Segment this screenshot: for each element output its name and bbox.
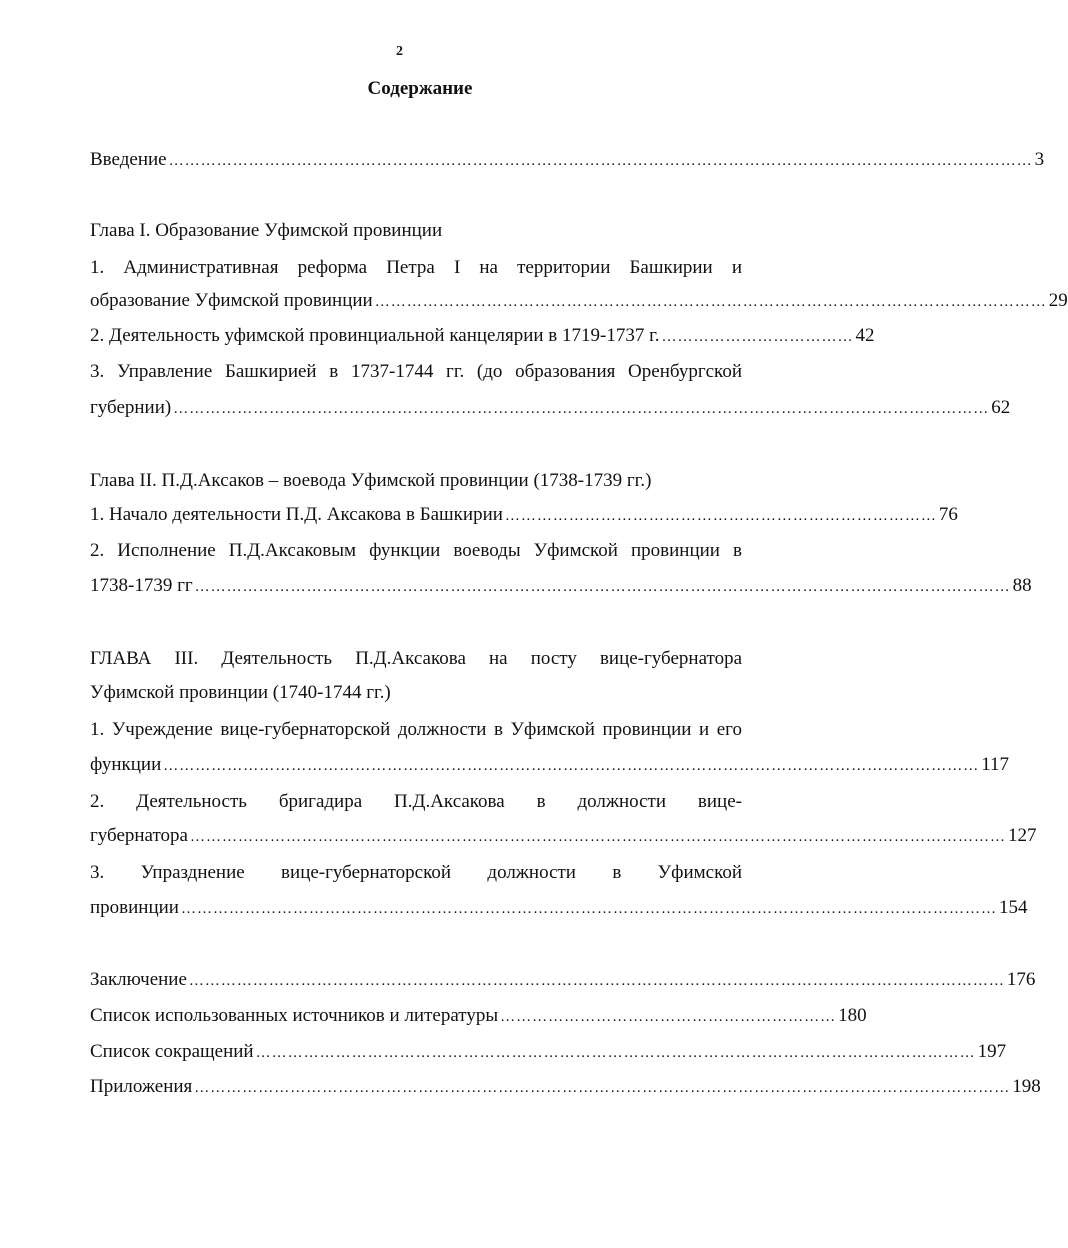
toc-entry-3-1-line1: 1. Учреждение вице-губернаторской должности в Уфимской провинции и его (90, 719, 742, 740)
page-number: 2 (396, 44, 403, 59)
toc-entry-3-1-line2 (90, 751, 1010, 779)
leader-dots: ……………………………………………………………………………………………………………………………………… (163, 758, 980, 774)
toc-label: Список использованных источников и литературы (90, 1005, 499, 1026)
chapter-3-heading-line2: Уфимской провинции (1740-1744 гг.) (90, 682, 391, 703)
toc-entry-3-2-line2 (90, 822, 1037, 850)
toc-entry-3-2-line1: 2. Деятельность бригадира П.Д.Аксакова в должности вице- (90, 791, 742, 812)
toc-label: губернии) (90, 397, 172, 418)
leader-dots: ……………………………………………………………………………………………………………………………………… (190, 829, 1006, 845)
toc-label: образование Уфимской провинции (90, 290, 373, 311)
toc-label: Заключение (90, 969, 187, 990)
toc-page: 42 (855, 325, 875, 346)
toc-entry-2-2-line1: 2. Исполнение П.Д.Аксаковым функции воеводы Уфимской провинции в (90, 540, 742, 561)
toc-entry-1-2 (90, 322, 875, 350)
toc-label: провинции (90, 897, 179, 918)
leader-dots: ……………………………………………………………………… (504, 508, 937, 524)
toc-entry-1-1-line2 (90, 287, 1068, 315)
toc-entry-3-3-line1: 3. Упразднение вице-губернаторской должности в Уфимской (90, 862, 742, 883)
toc-entry-1-1-line1: 1. Административная реформа Петра I на территории Башкирии и (90, 257, 742, 278)
leader-dots: ……………………………………………………………………………………………………………………… (255, 1045, 976, 1061)
toc-entry-conclusion (90, 966, 1036, 994)
toc-label: Введение (90, 149, 167, 170)
toc-page: 127 (1008, 825, 1037, 846)
toc-page: 180 (838, 1005, 867, 1026)
leader-dots: ……………………………………………………………………………………………………………………………………… (194, 579, 1011, 595)
page-title: Содержание (367, 78, 473, 99)
leader-dots: ……………………………………………………………………………………………………………………………………… (188, 973, 1005, 989)
leader-dots: ……………………………………………………… (500, 1009, 837, 1025)
toc-label: 1. Начало деятельности П.Д. Аксакова в Башкирии (90, 504, 503, 525)
leader-dots: ……………………………… (661, 329, 854, 345)
leader-dots: ……………………………………………………………………………………………………………………………………………… (168, 153, 1033, 169)
chapter-1-heading: Глава I. Образование Уфимской провинции (90, 220, 443, 241)
toc-entry-2-1 (90, 501, 958, 529)
toc-label: Приложения (90, 1076, 193, 1097)
chapter-3-heading-line1: ГЛАВА III. Деятельность П.Д.Аксакова на посту вице-губернатора (90, 648, 742, 669)
toc-page: 88 (1012, 575, 1032, 596)
toc-label: Список сокращений (90, 1041, 254, 1062)
toc-entry-1-3-line1: 3. Управление Башкирией в 1737-1744 гг. (до образования Оренбургской (90, 361, 742, 382)
toc-label: 1738-1739 гг (90, 575, 193, 596)
leader-dots: ……………………………………………………………………………………………………………………………………… (173, 401, 990, 417)
toc-entry-sources (90, 1002, 867, 1030)
toc-page: 197 (977, 1041, 1007, 1062)
toc-page: 3 (1034, 149, 1045, 170)
toc-page: 29 (1048, 290, 1068, 311)
toc-page: 176 (1006, 969, 1036, 990)
toc-entry-abbreviations (90, 1038, 1007, 1066)
toc-label: функции (90, 754, 162, 775)
toc-entry-2-2-line2 (90, 572, 1032, 600)
toc-entry-1-3-line2 (90, 394, 1011, 422)
toc-page: 76 (938, 504, 958, 525)
leader-dots: ……………………………………………………………………………………………………………………………………… (194, 1080, 1011, 1096)
toc-page: 198 (1012, 1076, 1041, 1097)
chapter-2-heading: Глава II. П.Д.Аксаков – воевода Уфимской провинции (1738-1739 гг.) (90, 470, 652, 491)
toc-label: 2. Деятельность уфимской провинциальной канцелярии в 1719-1737 г. (90, 325, 660, 346)
leader-dots: ……………………………………………………………………………………………………………………………………… (180, 901, 997, 917)
toc-entry-appendix (90, 1073, 1041, 1101)
toc-page: 62 (991, 397, 1011, 418)
toc-page: 154 (998, 897, 1028, 918)
toc-entry-intro (90, 146, 1045, 174)
toc-page: 117 (981, 754, 1010, 775)
toc-label: губернатора (90, 825, 188, 846)
toc-entry-3-3-line2 (90, 894, 1028, 922)
leader-dots: ……………………………………………………………………………………………………………… (374, 294, 1047, 310)
